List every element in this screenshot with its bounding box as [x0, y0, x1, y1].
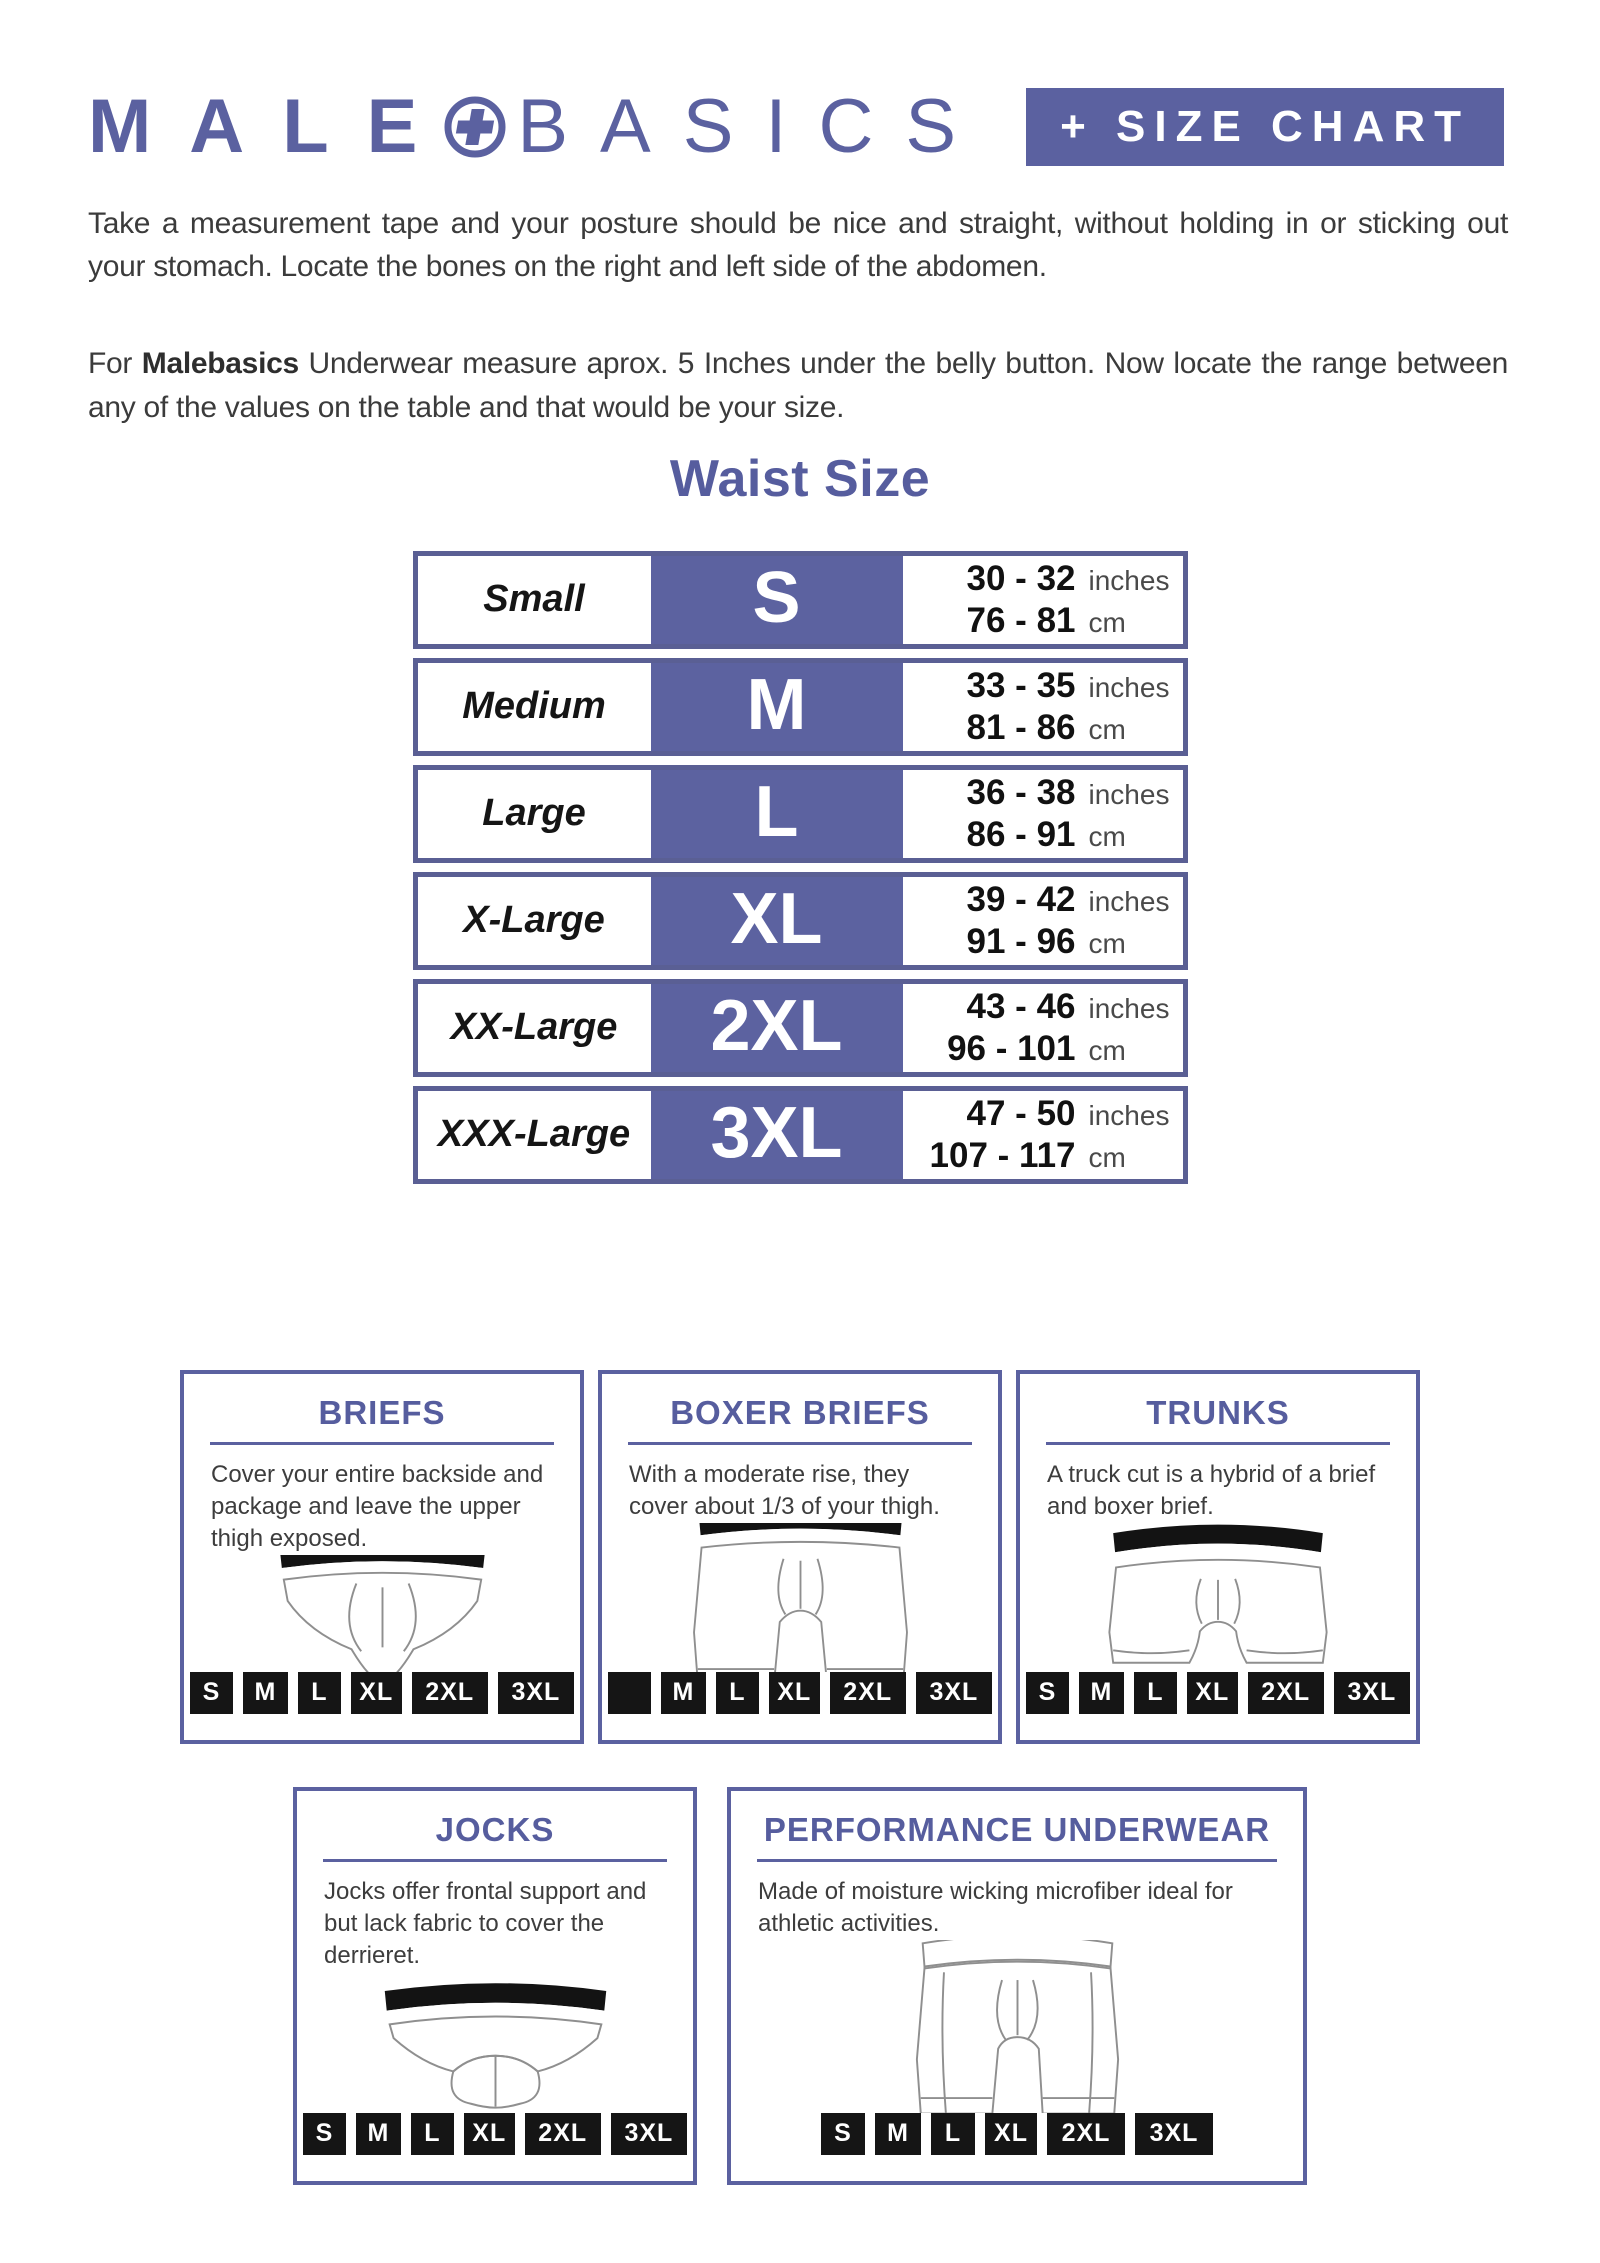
intro-paragraph-2-suffix: Underwear measure aprox. 5 Inches under the belly button. Now locate the range between any of the values on the table and that would be your size. — [88, 347, 1509, 424]
intro-paragraph-2-prefix: For — [88, 347, 142, 381]
range-cm: 76 - 81 — [966, 600, 1076, 640]
brand-name-left: MALE — [88, 84, 456, 169]
product-cards-row-1 — [0, 1370, 1600, 1744]
card-title-underline — [323, 1859, 667, 1862]
size-chart-badge — [1026, 88, 1504, 166]
range-cm: 91 - 96 — [966, 921, 1076, 961]
size-range — [903, 556, 1183, 644]
intro-paragraph-2 — [88, 342, 1508, 428]
size-options — [608, 1672, 992, 1714]
size-label: XX-Large — [450, 1006, 618, 1049]
size-chip-blank[interactable] — [608, 1672, 651, 1714]
size-chip-l[interactable]: L — [411, 2113, 454, 2155]
card-description: A truck cut is a hybrid of a brief and boxer brief. — [1047, 1460, 1376, 1520]
card-title: BRIEFS — [318, 1393, 446, 1431]
product-card-boxer-briefs — [598, 1370, 1002, 1744]
range-inches: 33 - 35 — [966, 666, 1076, 706]
performance-underwear-illustration — [731, 1940, 1303, 2113]
unit-inches: inches — [1088, 993, 1170, 1025]
waist-size-table — [413, 551, 1188, 1184]
card-title-underline — [757, 1859, 1277, 1862]
card-title-underline — [1046, 1442, 1390, 1445]
intro-brand-name: Malebasics — [141, 347, 299, 381]
card-description: With a moderate rise, they cover about 1/3 of your thigh. — [629, 1460, 940, 1520]
unit-cm: cm — [1088, 1141, 1126, 1173]
product-card-jocks — [293, 1787, 697, 2185]
table-row-medium — [413, 658, 1188, 756]
size-chip-m[interactable]: M — [661, 1672, 706, 1714]
product-card-briefs — [180, 1370, 584, 1744]
card-title: TRUNKS — [1146, 1393, 1290, 1431]
unit-inches: inches — [1088, 779, 1170, 811]
size-label: Large — [482, 792, 586, 835]
range-inches: 47 - 50 — [966, 1094, 1076, 1134]
unit-inches: inches — [1088, 1100, 1170, 1132]
size-range — [903, 877, 1183, 965]
size-chip-xl[interactable]: XL — [1187, 1672, 1238, 1714]
size-chip-3xl[interactable]: 3XL — [498, 1672, 574, 1714]
trunks-illustration — [1020, 1523, 1416, 1672]
size-chip-2xl[interactable]: 2XL — [830, 1672, 906, 1714]
size-chip-l[interactable]: L — [1134, 1672, 1177, 1714]
unit-inches: inches — [1088, 672, 1170, 704]
size-chip-xl[interactable]: XL — [769, 1672, 820, 1714]
size-chip-s[interactable]: S — [190, 1672, 233, 1714]
size-options — [303, 2113, 687, 2155]
size-chip-2xl[interactable]: 2XL — [1047, 2113, 1125, 2155]
range-cm: 107 - 117 — [929, 1135, 1076, 1175]
unit-cm: cm — [1088, 1034, 1126, 1066]
product-cards-row-2 — [0, 1787, 1600, 2185]
size-chip-3xl[interactable]: 3XL — [1334, 1672, 1410, 1714]
boxer-briefs-illustration — [602, 1523, 998, 1672]
size-chip-l[interactable]: L — [298, 1672, 341, 1714]
card-description: Cover your entire backside and package and leave the upper thigh exposed. — [211, 1460, 544, 1553]
size-range — [903, 663, 1183, 751]
size-code: M — [651, 663, 903, 751]
size-code: 2XL — [651, 984, 903, 1072]
table-row-small — [413, 551, 1188, 649]
card-title-underline — [628, 1442, 972, 1445]
card-description: Made of moisture wicking microfiber ideal for athletic activities. — [758, 1877, 1233, 1937]
size-code: S — [651, 556, 903, 644]
size-chip-xl[interactable]: XL — [464, 2113, 515, 2155]
size-chip-2xl[interactable]: 2XL — [525, 2113, 601, 2155]
size-chip-l[interactable]: L — [931, 2113, 975, 2155]
unit-inches: inches — [1088, 565, 1170, 597]
plus-circle-icon — [441, 93, 509, 161]
brand-name-right: BASICS — [517, 84, 989, 169]
product-card-trunks — [1016, 1370, 1420, 1744]
size-chip-m[interactable]: M — [875, 2113, 921, 2155]
size-range — [903, 984, 1183, 1072]
range-cm: 86 - 91 — [966, 814, 1076, 854]
size-chip-3xl[interactable]: 3XL — [611, 2113, 687, 2155]
size-chart-badge-label: + SIZE CHART — [1060, 102, 1470, 151]
size-code: XL — [651, 877, 903, 965]
table-row-large — [413, 765, 1188, 863]
table-row-xxx-large — [413, 1086, 1188, 1184]
briefs-illustration — [184, 1555, 580, 1672]
unit-cm: cm — [1088, 927, 1126, 959]
size-chip-m[interactable]: M — [1079, 1672, 1124, 1714]
card-title-underline — [210, 1442, 554, 1445]
size-options — [190, 1672, 574, 1714]
card-title: JOCKS — [435, 1810, 555, 1848]
size-options — [737, 2113, 1297, 2155]
size-label: X-Large — [463, 899, 605, 942]
unit-cm: cm — [1088, 713, 1126, 745]
range-inches: 43 - 46 — [966, 987, 1076, 1027]
size-chip-m[interactable]: M — [243, 1672, 288, 1714]
header — [0, 0, 1600, 169]
size-range — [903, 770, 1183, 858]
card-description: Jocks offer frontal support and but lack fabric to cover the derrieret. — [324, 1877, 647, 1970]
size-chip-2xl[interactable]: 2XL — [412, 1672, 488, 1714]
intro-paragraph-1: Take a measurement tape and your posture should be nice and straight, without holding in or sticking out your stomach. Locate the bones on the right and left side of the abdomen. — [88, 207, 1508, 284]
unit-cm: cm — [1088, 606, 1126, 638]
product-card-performance-underwear — [727, 1787, 1307, 2185]
table-row-x-large — [413, 872, 1188, 970]
size-code: 3XL — [651, 1091, 903, 1179]
waist-size-title: Waist Size — [669, 449, 931, 508]
size-chip-2xl[interactable]: 2XL — [1248, 1672, 1324, 1714]
range-inches: 36 - 38 — [966, 773, 1076, 813]
card-title: PERFORMANCE UNDERWEAR — [763, 1810, 1271, 1848]
size-label: Small — [483, 578, 585, 621]
size-chip-3xl[interactable]: 3XL — [916, 1672, 992, 1714]
size-chip-m[interactable]: M — [356, 2113, 401, 2155]
size-chip-s[interactable]: S — [1026, 1672, 1069, 1714]
size-chip-3xl[interactable]: 3XL — [1135, 2113, 1213, 2155]
size-label: Medium — [462, 685, 606, 728]
size-chip-xl[interactable]: XL — [351, 1672, 402, 1714]
range-inches: 30 - 32 — [966, 559, 1076, 599]
size-options — [1026, 1672, 1410, 1714]
size-range — [903, 1091, 1183, 1179]
jocks-illustration — [297, 1972, 693, 2113]
size-chip-l[interactable]: L — [716, 1672, 759, 1714]
size-code: L — [651, 770, 903, 858]
size-label: XXX-Large — [437, 1113, 631, 1156]
range-cm: 81 - 86 — [966, 707, 1076, 747]
card-title: BOXER BRIEFS — [670, 1393, 930, 1431]
brand-logo — [88, 84, 989, 169]
table-row-xx-large — [413, 979, 1188, 1077]
unit-cm: cm — [1088, 820, 1126, 852]
range-inches: 39 - 42 — [966, 880, 1076, 920]
size-chip-s[interactable]: S — [821, 2113, 865, 2155]
size-chip-s[interactable]: S — [303, 2113, 346, 2155]
range-cm: 96 - 101 — [947, 1028, 1076, 1068]
unit-inches: inches — [1088, 886, 1170, 918]
size-chip-xl[interactable]: XL — [985, 2113, 1037, 2155]
